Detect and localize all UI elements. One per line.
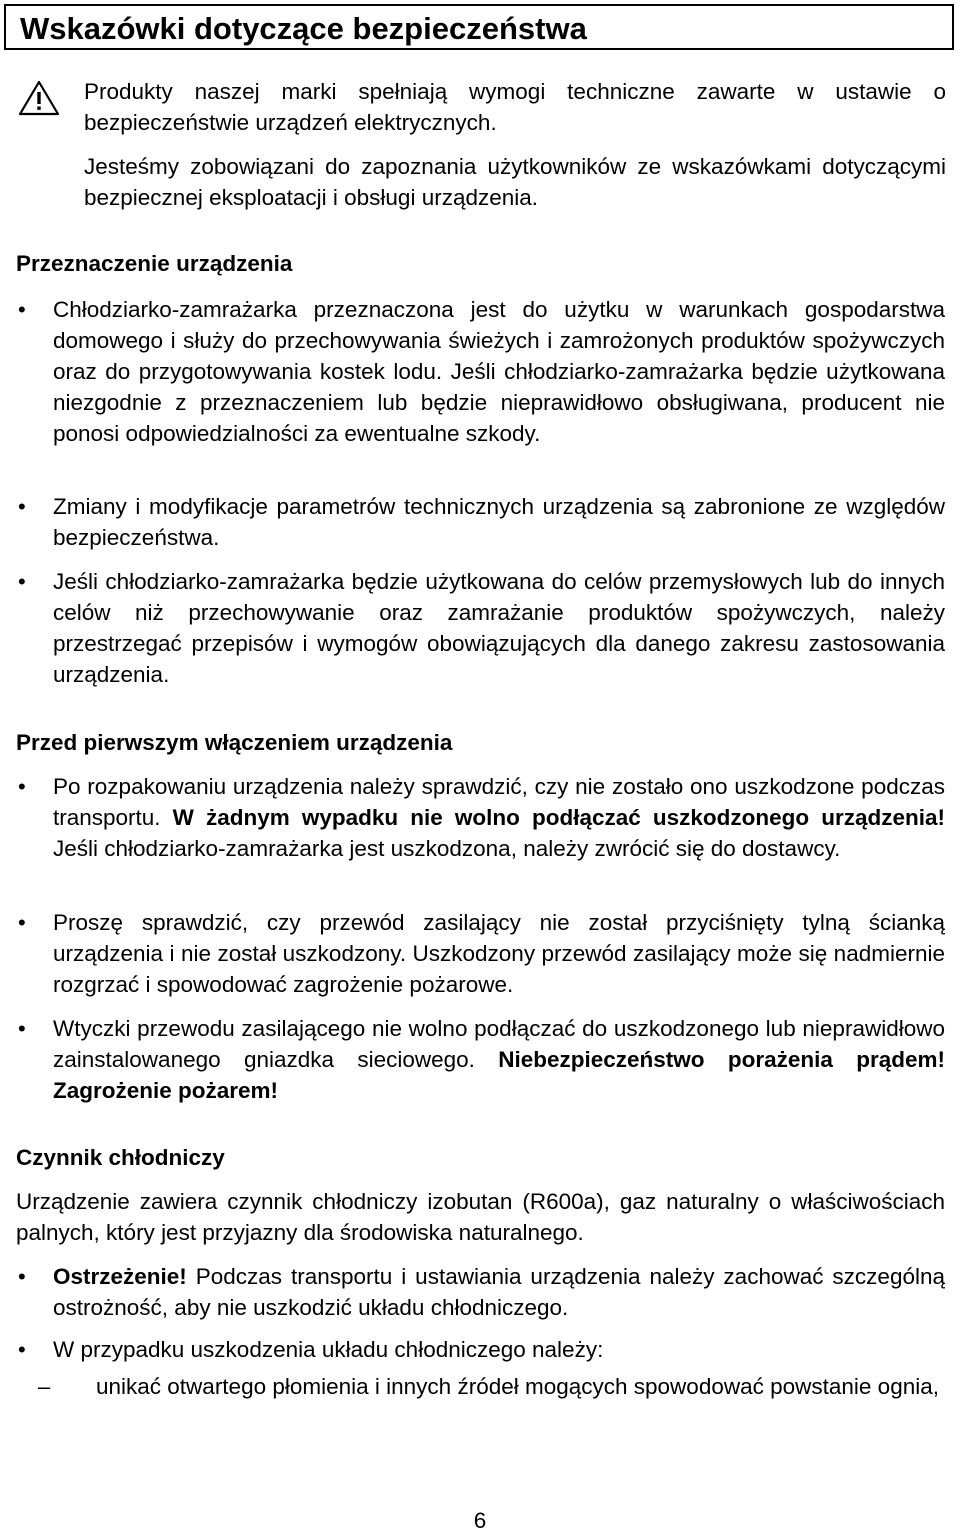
item-text: Podczas transportu i ustawiania urządzenia należy zachować szczególną ostrożność, aby nie uszkodzić układu chłodniczego. (53, 1264, 945, 1320)
page-number: 6 (473, 1508, 487, 1533)
list-item: Zmiany i modyfikacje parametrów technicznych urządzenia są zabronione ze względów bezpieczeństwa. (53, 494, 945, 550)
dash-icon: – (38, 1374, 51, 1399)
bullet-icon: • (18, 774, 26, 799)
section-heading-first-start: Przed pierwszym włączeniem urządzenia (16, 730, 453, 755)
bold-warning: Niebezpieczeństwo porażenia prądem! Zagrożenie pożarem! (53, 1047, 945, 1103)
sub-list-item: unikać otwartego płomienia i innych źródeł mogących spowodować powstanie ognia, (96, 1374, 939, 1399)
list-item (53, 771, 945, 864)
refrigerant-paragraph: Urządzenie zawiera czynnik chłodniczy izobutan (R600a), gaz naturalny o właściwościach palnych, który jest przyjazny dla środowiska naturalnego. (16, 1189, 945, 1245)
item-text: Wtyczki przewodu zasilającego nie wolno podłączać do uszkodzonego lub nieprawidłowo zainstalowanego gniazdka sieciowego. (53, 1016, 945, 1072)
section-heading-refrigerant: Czynnik chłodniczy (16, 1145, 225, 1170)
bullet-icon: • (18, 569, 26, 594)
list-item: Jeśli chłodziarko-zamrażarka będzie użytkowana do celów przemysłowych lub do innych celów niż przechowywanie oraz zamrażanie produktów spożywczych, należy przestrzegać przepisów i wymogów obowiązujących dla danego zakresu zastosowania urządzenia. (53, 569, 945, 687)
bullet-icon: • (18, 1264, 26, 1289)
item-text: Jeśli chłodziarko-zamrażarka jest uszkodzona, należy zwrócić się do dostawcy. (53, 836, 841, 861)
bullet-icon: • (18, 297, 26, 322)
page-title: Wskazówki dotyczące bezpieczeństwa (20, 11, 587, 46)
item-text: Po rozpakowaniu urządzenia należy sprawdzić, czy nie zostało ono uszkodzone podczas transportu. (53, 774, 945, 830)
list-item: Proszę sprawdzić, czy przewód zasilający nie został przyciśnięty tylną ścianką urządzenia i nie został uszkodzony. Uszkodzony przewód zasilający może się nadmiernie rozgrzać i spowodować zagrożenie pożarowe. (53, 910, 945, 997)
intro-paragraph-1: Produkty naszej marki spełniają wymogi techniczne zawarte w ustawie o bezpieczeństwie urządzeń elektrycznych. (84, 79, 946, 135)
section-heading-purpose: Przeznaczenie urządzenia (16, 251, 293, 276)
bullet-icon: • (18, 494, 26, 519)
bullet-icon: • (18, 1016, 26, 1041)
bullet-icon: • (18, 910, 26, 935)
list-item (53, 1261, 945, 1323)
bold-warning: W żadnym wypadku nie wolno podłączać uszkodzonego urządzenia! (172, 805, 945, 830)
list-item: W przypadku uszkodzenia układu chłodniczego należy: (53, 1337, 604, 1362)
bold-warning: Ostrzeżenie! (53, 1264, 187, 1289)
intro-paragraph-2: Jesteśmy zobowiązani do zapoznania użytkowników ze wskazówkami dotyczącymi bezpiecznej eksploatacji i obsługi urządzenia. (84, 154, 946, 210)
warning-triangle-icon (18, 80, 60, 116)
title-box (4, 4, 954, 50)
list-item (53, 1013, 945, 1106)
list-item: Chłodziarko-zamrażarka przeznaczona jest do użytku w warunkach gospodarstwa domowego i służy do przechowywania świeżych i zamrożonych produktów spożywczych oraz do przygotowywania kostek lodu. Jeśli chłodziarko-zamrażarka będzie użytkowana niezgodnie z przeznaczeniem lub będzie nieprawidłowo obsługiwana, producent nie ponosi odpowiedzialności za ewentualne szkody. (53, 297, 945, 446)
bullet-icon: • (18, 1337, 26, 1362)
